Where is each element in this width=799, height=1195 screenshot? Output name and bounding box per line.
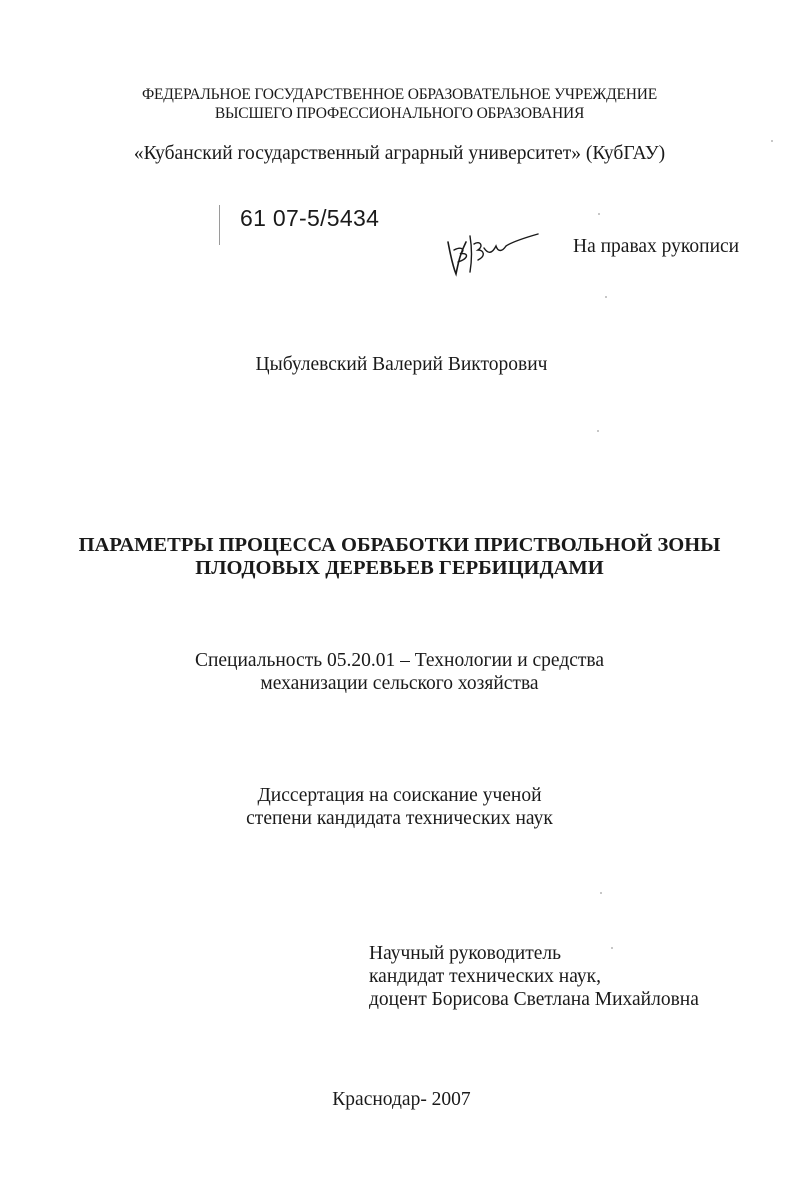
supervisor-line-3: доцент Борисова Светлана Михайловна xyxy=(369,989,699,1010)
degree-line-1: Диссертация на соискание ученой xyxy=(257,785,542,806)
author-name: Цыбулевский Валерий Викторович xyxy=(255,354,548,375)
specialty-line-1: Специальность 05.20.01 – Технологии и средства xyxy=(194,650,605,671)
supervisor-line-1: Научный руководитель xyxy=(369,943,562,964)
scan-speck xyxy=(771,140,773,142)
dissertation-title-line-1: ПАРАМЕТРЫ ПРОЦЕССА ОБРАБОТКИ ПРИСТВОЛЬНОЙ ЗОНЫ xyxy=(78,534,721,556)
city-year: Краснодар- 2007 xyxy=(332,1089,471,1110)
dissertation-title-line-2: ПЛОДОВЫХ ДЕРЕВЬЕВ ГЕРБИЦИДАМИ xyxy=(195,557,604,579)
stamp-margin-mark xyxy=(219,205,220,245)
specialty-line-2: механизации сельского хозяйства xyxy=(260,673,539,694)
university-name: «Кубанский государственный аграрный университет» (КубГАУ) xyxy=(133,143,666,164)
organization-line-2: ВЫСШЕГО ПРОФЕССИОНАЛЬНОГО ОБРАЗОВАНИЯ xyxy=(214,105,585,122)
organization-line-1: ФЕДЕРАЛЬНОЕ ГОСУДАРСТВЕННОЕ ОБРАЗОВАТЕЛЬНОЕ УЧРЕЖДЕНИЕ xyxy=(141,86,658,103)
scan-speck xyxy=(598,213,600,215)
scan-speck xyxy=(600,892,602,894)
supervisor-line-2: кандидат технических наук, xyxy=(369,966,601,987)
library-code: 61 07-5/5434 xyxy=(240,205,380,231)
scan-speck xyxy=(605,296,607,298)
manuscript-rights-note: На правах рукописи xyxy=(573,236,740,257)
scan-speck xyxy=(611,947,613,949)
signature-icon xyxy=(440,220,550,280)
scan-speck xyxy=(597,430,599,432)
degree-line-2: степени кандидата технических наук xyxy=(246,808,553,829)
